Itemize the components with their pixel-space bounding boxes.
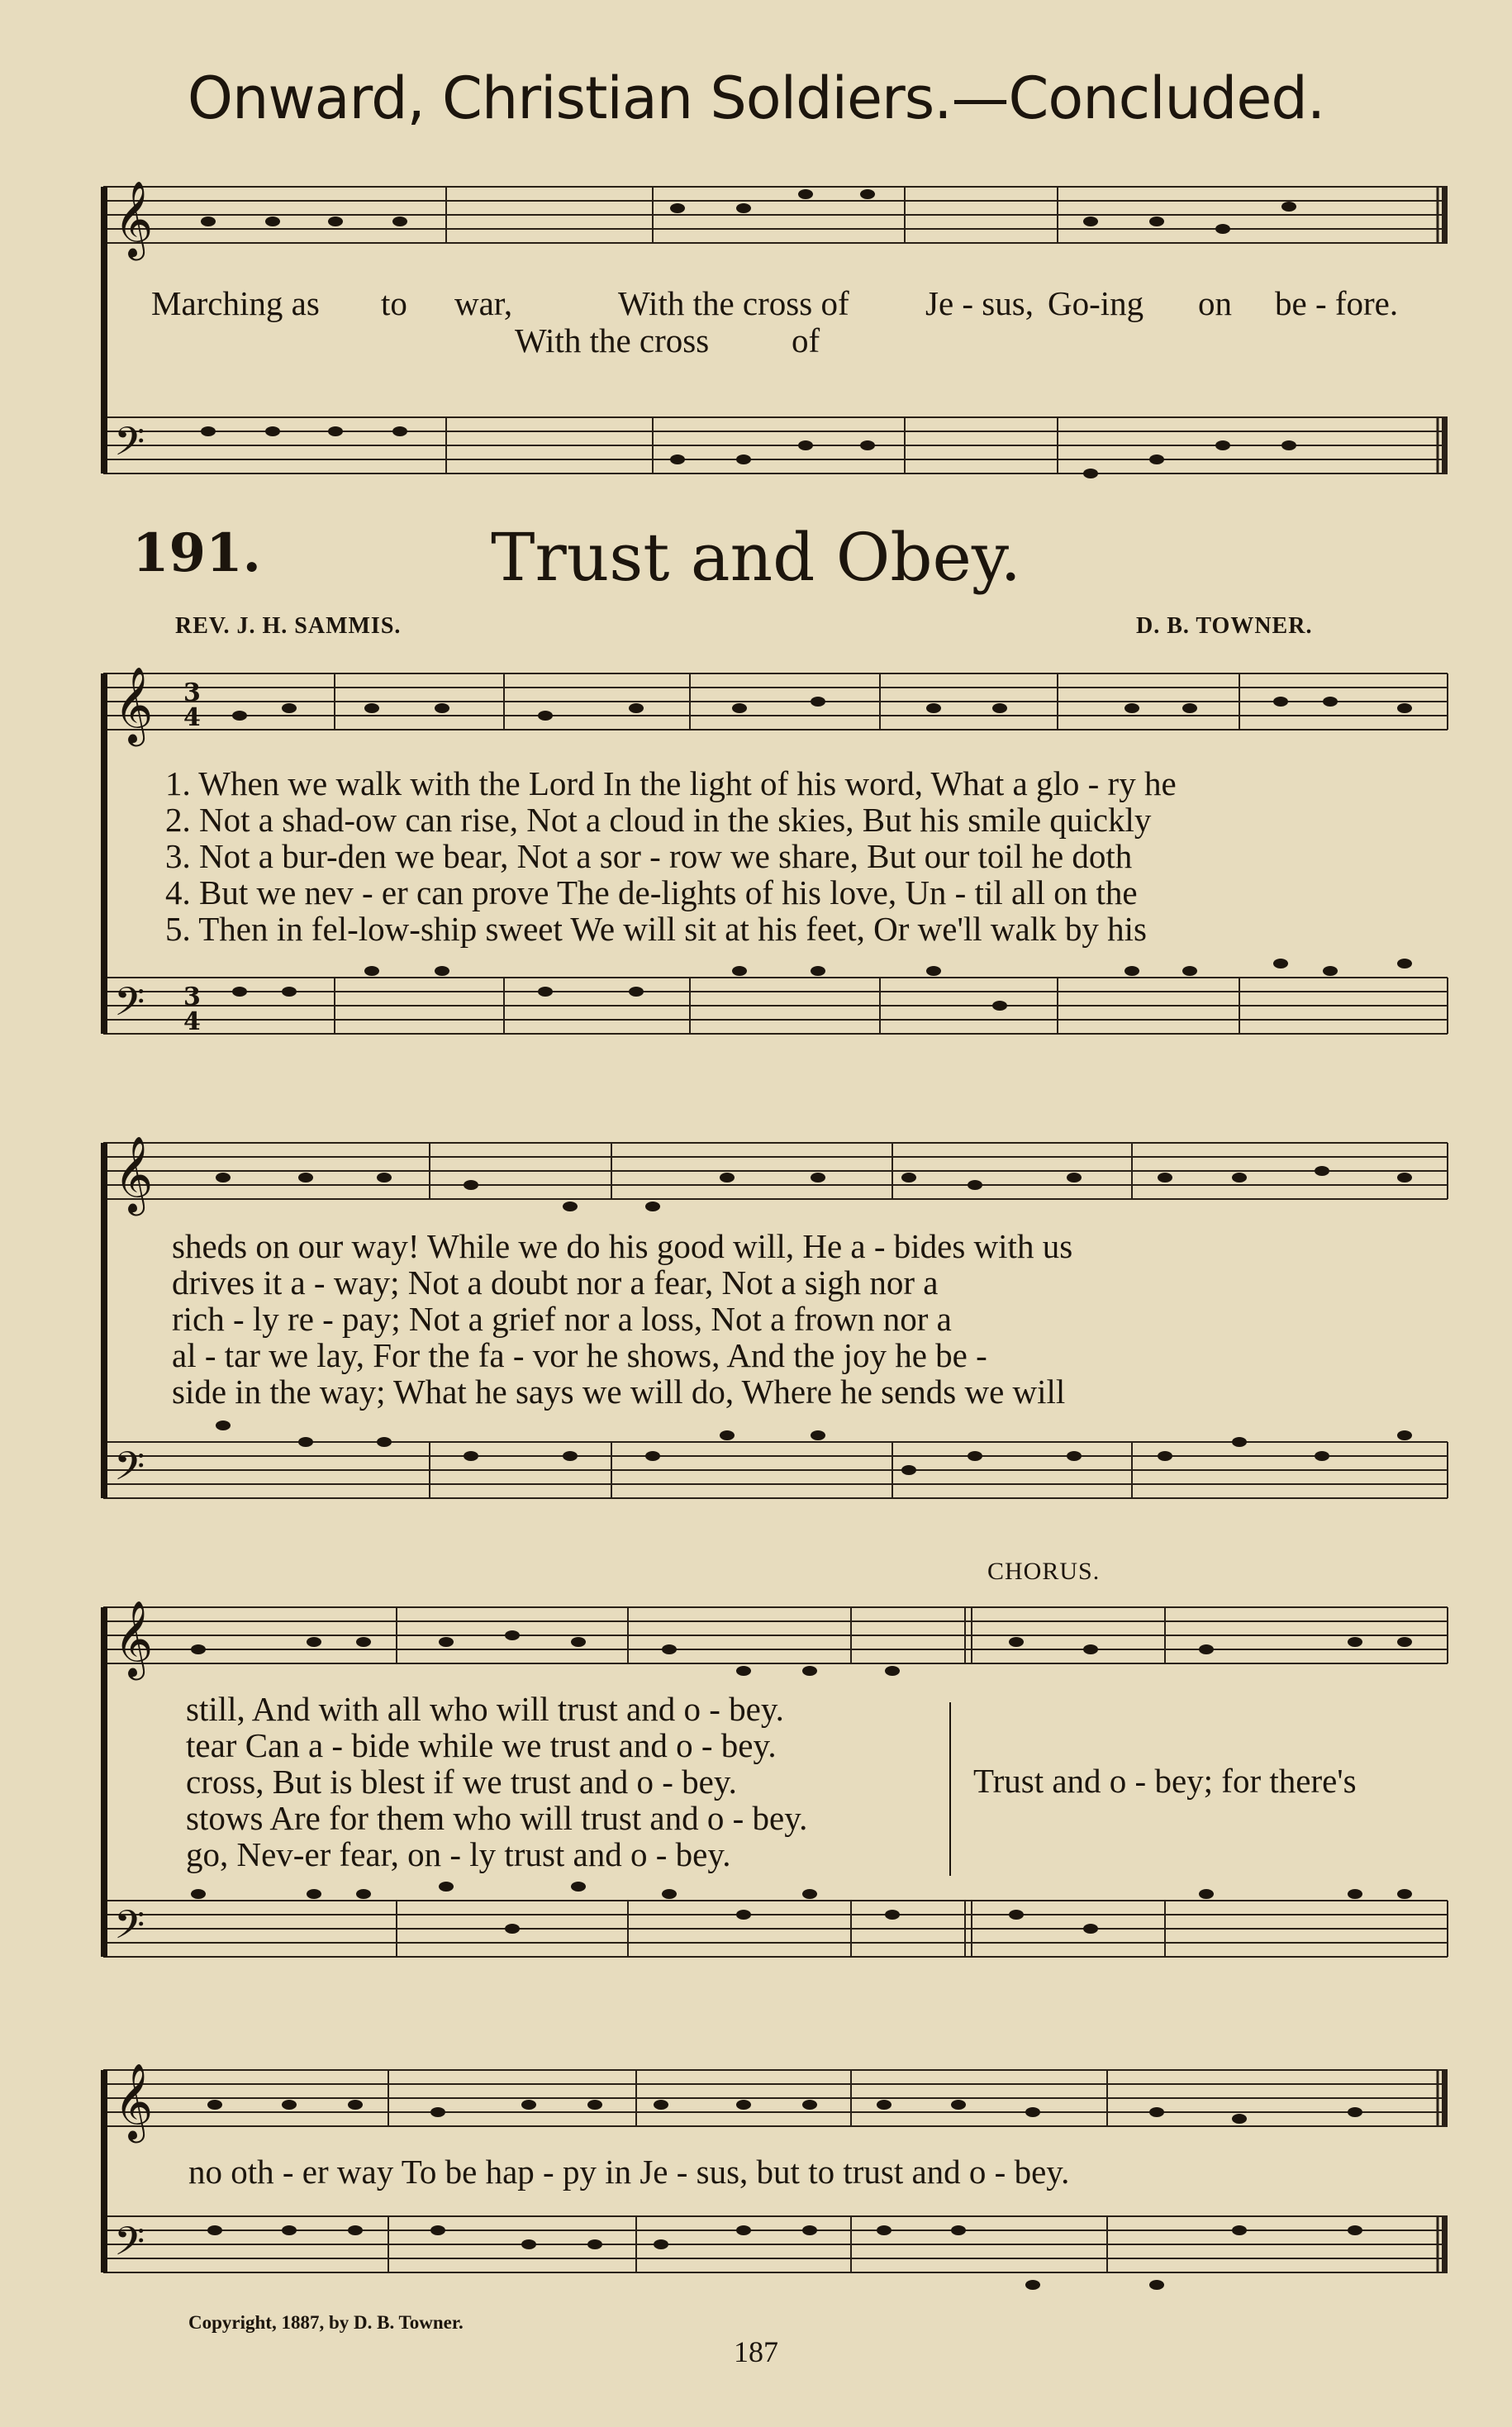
verse-5-line-2: side in the way; What he says we will do, Where he sends we will [172, 1373, 1066, 1411]
lyric-word: on [1198, 284, 1232, 322]
chorus-line-1: Trust and o - bey; for there's [973, 1762, 1357, 1800]
composer-credit: D. B. TOWNER. [1136, 613, 1313, 639]
verse-2-line-2: drives it a - way; Not a doubt nor a fear, Not a sigh nor a [172, 1263, 939, 1302]
copyright-notice: Copyright, 1887, by D. B. Towner. [188, 2312, 464, 2333]
svg-text:4: 4 [183, 1007, 201, 1036]
svg-text:𝄞: 𝄞 [114, 180, 154, 257]
svg-text:3: 3 [183, 983, 201, 1011]
svg-text:𝄞: 𝄞 [114, 666, 154, 743]
hymn-title: Trust and Obey. [491, 519, 1021, 596]
verse-3-line-1: 3. Not a bur-den we bear, Not a sor - row we share, But our toil he doth [165, 837, 1133, 875]
verse-5-line-1: 5. Then in fel-low-ship sweet We will sit at his feet, Or we'll walk by his [165, 910, 1147, 948]
verse-3-line-3: cross, But is blest if we trust and o - bey. [186, 1763, 737, 1801]
verse-1-line-1: 1. When we walk with the Lord In the light of his word, What a glo - ry he [165, 764, 1177, 802]
svg-text:𝄞: 𝄞 [114, 1135, 154, 1212]
lyric-word: Je - sus, [925, 284, 1034, 322]
verse-4-line-2: al - tar we lay, For the fa - vor he shows, And the joy he be - [172, 1336, 987, 1374]
svg-text:𝄢: 𝄢 [114, 418, 145, 474]
verse-2-line-3: tear Can a - bide while we trust and o - bey. [186, 1726, 777, 1764]
svg-text:4: 4 [183, 703, 201, 732]
lyric-word: to [381, 284, 407, 322]
verse-2-line-1: 2. Not a shad-ow can rise, Not a cloud in the skies, But his smile quickly [165, 801, 1152, 839]
lyric-word: be - fore. [1275, 284, 1399, 322]
lyric-word: Marching as [151, 284, 320, 322]
hymn-number: 191. [132, 522, 261, 584]
svg-text:𝄢: 𝄢 [114, 978, 145, 1035]
lyric-word: of [792, 321, 820, 359]
svg-text:𝄢: 𝄢 [114, 2218, 145, 2274]
chorus-line-2: no oth - er way To be hap - py in Je - sus, but to trust and o - bey. [188, 2153, 1070, 2191]
verse-4-line-3: stows Are for them who will trust and o - bey. [186, 1799, 808, 1837]
verse-3-line-2: rich - ly re - pay; Not a grief nor a loss, Not a frown nor a [172, 1300, 952, 1338]
verse-4-line-1: 4. But we nev - er can prove The de-lights of his love, Un - til all on the [165, 873, 1138, 911]
chorus-label: CHORUS. [987, 1558, 1101, 1585]
svg-text:𝄞: 𝄞 [114, 1600, 154, 1677]
page-title: Onward, Christian Soldiers.—Concluded. [187, 64, 1325, 132]
svg-text:𝄞: 𝄞 [114, 2063, 154, 2139]
lyric-word: With the cross [515, 321, 710, 359]
lyric-word: With the cross of [618, 284, 849, 322]
svg-text:3: 3 [183, 678, 201, 707]
svg-text:𝄢: 𝄢 [114, 1901, 145, 1958]
lyric-word: Go-ing [1048, 284, 1144, 322]
author-credit: REV. J. H. SAMMIS. [175, 613, 402, 639]
lyric-word: war, [454, 284, 513, 322]
page-number: 187 [734, 2335, 778, 2368]
verse-1-line-2: sheds on our way! While we do his good will, He a - bides with us [172, 1227, 1073, 1265]
verse-5-line-3: go, Nev-er fear, on - ly trust and o - bey. [186, 1835, 731, 1873]
svg-text:𝄢: 𝄢 [114, 1443, 145, 1499]
verse-1-line-3: still, And with all who will trust and o - bey. [186, 1690, 784, 1728]
